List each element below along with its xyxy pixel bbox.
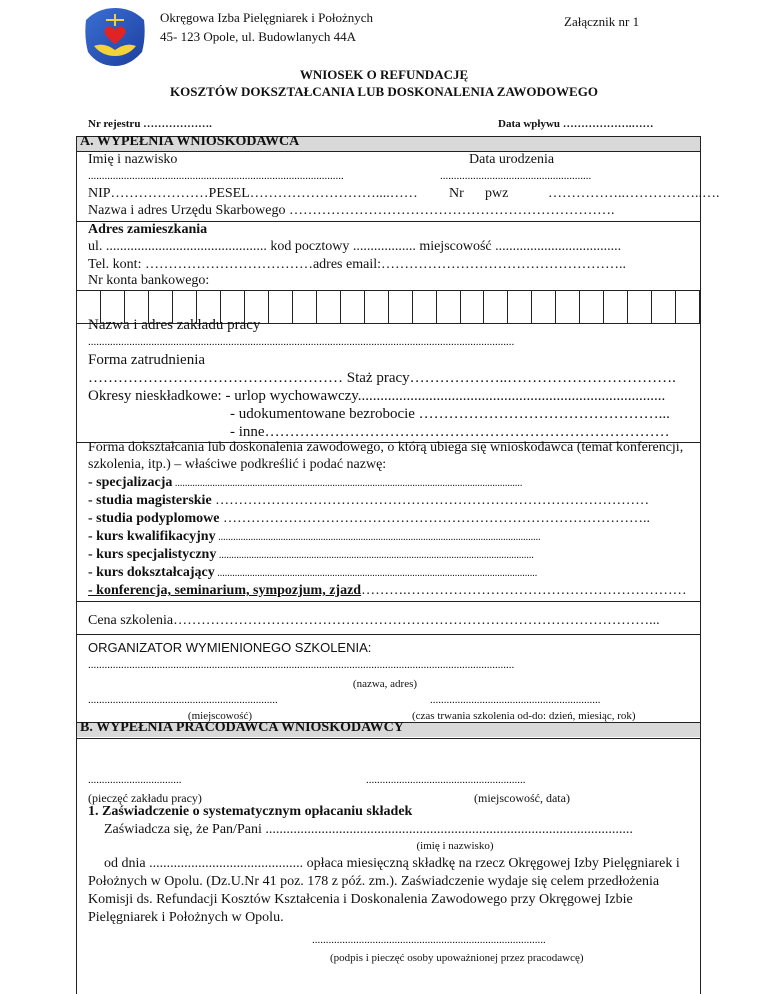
certificate-text-line4: Komisji ds. Refundacji Kosztów Kształcenia i Doskonalenia Zawodowego przy Okręgowej Izbie [88, 892, 633, 907]
address-header: Adres zamieszkania [88, 222, 208, 237]
training-postgraduate[interactable] [88, 511, 650, 527]
training-item-label: - studia magisterskie [88, 493, 212, 508]
birth-date-field[interactable]: ....................................................... [440, 170, 592, 182]
training-masters[interactable] [88, 493, 649, 509]
employer-stamp-field[interactable]: .................................. [88, 774, 182, 786]
tax-office-field[interactable]: Nazwa i adres Urzędu Skarbowego ……………………………………………………………. [88, 203, 615, 218]
nr-label: Nr [449, 186, 464, 201]
training-intro-line1: Forma dokształcania lub doskonalenia zawodowego, o którą ubiega się wnioskodawca (temat konferencji, [88, 440, 684, 455]
form-title-line1: WNIOSEK O REFUNDACJĘ [299, 67, 469, 82]
receipt-date: Data wpływu ……………….…… [498, 118, 654, 130]
employer-stamp-caption: (pieczęć zakładu pracy) [88, 791, 202, 805]
letterhead-line1: Okręgowa Izba Pielęgniarek i Położnych [160, 10, 373, 25]
registry-number: Nr rejestru ………………. [88, 118, 212, 130]
training-period-caption: (czas trwania szkolenia od-do: dzień, miesiąc, rok) [412, 710, 636, 722]
training-specialist[interactable] [88, 547, 534, 563]
signature-field[interactable]: ..................................................................................... [312, 934, 546, 946]
training-intro-line2: szkolenia, itp.) – właściwe podkreślić i podać nazwę: [88, 457, 387, 472]
certificate-text-line3: Położnych w Opolu. (Dz.U.Nr 41 poz. 178 z póź. zm.). Zaświadczenie wydaje się celem przedłożenia [88, 874, 660, 889]
training-price-field[interactable]: Cena szkolenia…………………………………………………………………………………………... [88, 613, 660, 628]
nip-pesel-field[interactable]: NIP…………………PESEL………………………....…… [88, 186, 418, 201]
name-field[interactable]: ............................................................................................. [88, 170, 344, 182]
training-item-label: - studia podyplomowe [88, 511, 220, 526]
pwz-label: pwz [485, 186, 509, 201]
training-item-dots: ................................................................................................................................. [215, 532, 541, 543]
training-item-dots: ……….…………………………………………………… [361, 583, 687, 598]
training-item-dots: ................................................................................................................................ [214, 568, 538, 579]
non-contributory-periods[interactable]: Okresy nieskładkowe: - urlop wychowawczy.................................................................................. [88, 388, 666, 404]
employment-form-label: Forma zatrudnienia [88, 352, 206, 368]
place-date-field[interactable]: .......................................................... [366, 774, 526, 786]
bank-account-label: Nr konta bankowego: [88, 273, 210, 288]
training-place-caption: (miejscowość) [187, 710, 253, 722]
pwz-field[interactable]: ……………..……………..…. [548, 186, 720, 201]
training-item-label: - kurs kwalifikacyjny [88, 529, 216, 544]
organizer-caption: (nazwa, adres) [352, 678, 418, 690]
phone-email-field[interactable]: Tel. kont: ………………………………adres email:…………………………………………….. [88, 257, 626, 272]
address-field[interactable]: ul. .............................................. kod pocztowy .................. miejscowość .................................... [88, 239, 622, 254]
training-specialization[interactable] [88, 475, 522, 491]
form-title-line2: KOSZTÓW DOKSZTAŁCANIA LUB DOSKONALENIA ZAWODOWEGO [170, 84, 598, 99]
certificate-person-caption: (imię i nazwisko) [416, 840, 494, 852]
section-b-header: B. WYPEŁNIA PRACODAWCA WNIOSKODAWCY [80, 720, 404, 735]
letterhead-line2: 45- 123 Opole, ul. Budowlanych 44A [160, 29, 357, 44]
training-conference[interactable] [88, 583, 687, 599]
birth-date-label: Data urodzenia [469, 152, 555, 167]
employer-label: Nazwa i adres zakładu pracy [88, 317, 261, 333]
training-item-dots: ………………………………………………………………………………… [211, 493, 650, 508]
employment-seniority-field[interactable]: …………………………………………… Staż pracy………………..……………………………. [88, 370, 676, 386]
period-unemployed-field[interactable]: - udokumentowane bezrobocie …………………………………………... [230, 406, 670, 422]
name-label: Imię i nazwisko [88, 152, 178, 167]
training-item-label: - kurs specjalistyczny [88, 547, 217, 562]
annex-label: Załącznik nr 1 [564, 14, 640, 29]
training-item-dots: .............................................................................................................................. [216, 550, 534, 561]
period-other-field[interactable]: - inne……………………………………………………………………… [230, 424, 670, 440]
training-item-label: - konferencja, seminarium, sympozjum, zjazd [88, 583, 362, 598]
certificate-text-line5: Pielęgniarek i Położnych w Opolu. [88, 910, 284, 925]
training-item-dots: ........................................................................................................................................... [172, 478, 523, 489]
training-qualification[interactable] [88, 529, 541, 545]
section-a-header: A. WYPEŁNIA WNIOSKODAWCA [80, 134, 300, 149]
organizer-label: ORGANIZATOR WYMIENIONEGO SZKOLENIA: [88, 640, 372, 655]
certificate-person-field[interactable]: Zaświadcza się, że Pan/Pani ......................................................................................................... [104, 822, 633, 837]
signature-caption: (podpis i pieczęć osoby upoważnionej przez pracodawcę) [330, 952, 584, 964]
chamber-logo [84, 6, 146, 68]
training-period-field[interactable]: .............................................................. [430, 694, 601, 706]
place-date-caption: (miejscowość, data) [474, 791, 570, 805]
certificate-date-line[interactable]: od dnia ............................................ opłaca miesięczną składkę na rzecz Okręgowej Izby Pielęgniarek i [104, 856, 680, 871]
training-item-label: - kurs dokształcający [88, 565, 215, 580]
employer-field[interactable]: ........................................................................................................................................................... [88, 336, 515, 348]
certificate-title: 1. Zaświadczenie o systematycznym opłacaniu składek [88, 804, 413, 819]
training-place-field[interactable]: ..................................................................... [88, 694, 278, 706]
organizer-field[interactable]: ........................................................................................................................................................... [88, 659, 515, 671]
training-item-label: - specjalizacja [88, 475, 173, 490]
training-continuing[interactable] [88, 565, 537, 581]
training-item-dots: ……………………………………………………………………………….. [219, 511, 650, 526]
